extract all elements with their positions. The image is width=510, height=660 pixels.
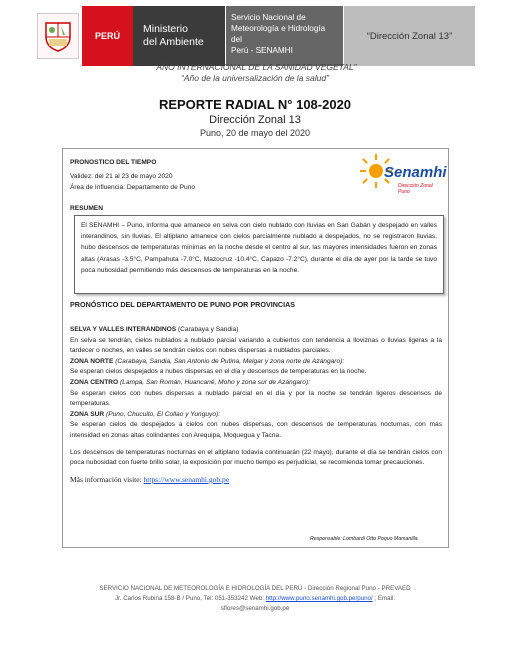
resumen-text: El SENAMHI – Puno, informa que amanece en selva con cielo nublado con lluvias en San Gabán y despejado en valles interandinos, sin lluvias. El altiplano amanece con cielos parcialmente nublado a despejados, no se registraron lluvias, hubo descensos de temperaturas mínimas en la noche desde el centro al sur, las mayores intensidades fueron en zonas altas (Arasas -3.5°C, Pampahuta -7.0°C, Mazocruz -10.4°C, Capazo -7.2°C), durante el día de ayer por la tarde se tuvo poca nubosidad permitiendo más descensos de temperaturas en la noche.	[81, 222, 437, 274]
senamhi-label	[225, 6, 343, 66]
year-motto-2: “Año de la universalización de la salud”	[181, 73, 329, 83]
mas-info-label: Más información visite:	[70, 474, 144, 484]
direccion-zonal-label: “Dirección Zonal 13”	[343, 6, 475, 66]
footer-email-label: ; Email:	[372, 595, 396, 602]
footer-address: Jr. Carlos Rubina 158-B / Puno, Tel: 051-353242 Web:	[114, 595, 266, 602]
sur-heading: ZONA SUR	[70, 410, 105, 418]
resumen-box	[74, 215, 444, 294]
norte-heading: ZONA NORTE	[70, 357, 114, 365]
logo-text: Senamhi	[384, 164, 447, 181]
header-band	[34, 6, 475, 66]
shield-icon	[37, 13, 79, 59]
peru-label: PERÚ	[82, 6, 133, 66]
senamhi-line-1: Servicio Nacional de	[231, 13, 306, 22]
centro-paragraph	[70, 378, 442, 389]
footer-web-link[interactable]: http://www.puno.senamhi.gob.pe/puno/	[265, 595, 373, 602]
footer-line-2	[60, 594, 450, 604]
report-date: Puno, 20 de mayo del 2020	[199, 128, 311, 138]
selva-places: (Carabaya y Sandia)	[177, 326, 239, 333]
selva-paragraph	[70, 325, 442, 336]
ministerio-line-1: Ministerio	[143, 23, 188, 35]
senamhi-website-link[interactable]: https://www.senamhi.gob.pe	[143, 474, 230, 484]
provincias-section	[70, 325, 442, 485]
sur-places: (Puno, Chucuito, El Collao y Yunguyo):	[106, 410, 221, 418]
centro-places: (Lampa, San Román, Huancané, Moho y zona sur de Azángaro):	[119, 378, 310, 386]
report-subtitle: Dirección Zonal 13	[209, 114, 301, 126]
area-text: Área de Influencia: Departamento de Puno	[70, 184, 195, 191]
year-motto-1: “AÑO INTERNACIONAL DE LA SANIDAD VEGETAL”	[153, 62, 357, 72]
closing-text: Los descensos de temperaturas nocturnas en el altiplano todavía continuarán (22 mayo), durante el día se tendrán cielos con poca nubosidad con fuerte brillo solar, la exposición por mucho tiempo es perjudicial, se recomienda tomar precauciones.	[70, 448, 442, 467]
senamhi-line-3: Perú - SENAMHI	[231, 46, 293, 55]
footer-email: sflores@senamhi.gob.pe	[220, 605, 290, 612]
centro-heading: ZONA CENTRO	[70, 378, 119, 386]
senamhi-logo	[360, 154, 447, 196]
ministerio-label	[133, 6, 225, 66]
provincias-heading: PRONÓSTICO DEL DEPARTAMENTO DE PUNO POR PROVINCIAS	[70, 300, 296, 309]
mas-info-line	[70, 475, 442, 486]
pronostico-heading: PRONOSTICO DEL TIEMPO	[70, 159, 157, 166]
sur-paragraph	[70, 410, 442, 421]
centro-text: Se esperan cielos con nubes dispersas a nublado parcial en el día y por la noche se tendrán ligeros descensos de temperaturas.	[70, 389, 442, 408]
logo-subtext: Dirección Zonal Puno	[398, 183, 433, 195]
validez-text: Validez: del 21 al 23 de mayo 2020	[70, 173, 173, 180]
report-title: REPORTE RADIAL N° 108-2020	[158, 97, 352, 112]
senamhi-line-2: Meteorología e Hidrología del	[231, 24, 326, 44]
resumen-heading: RESUMEN	[70, 205, 103, 212]
selva-text: En selva se tendrán, cielos nublados a nublado parcial variando a cubiertos con tendencia a lloviznas o lluvias ligeras a la tardecer o noches, en valles se tendrán cielos con nubes dispersas a nublados parciales.	[70, 336, 442, 355]
footer	[60, 584, 450, 614]
sur-text: Se esperan cielos de despejados a cielos con nubes dispersas, con descensos de temperaturas nocturnas, con más intensidad en zonas altas colindantes con Arequipa, Moquegua y Tacna.	[70, 421, 442, 439]
ministerio-line-2: del Ambiente	[143, 36, 204, 48]
norte-paragraph	[70, 357, 442, 368]
responsable-text: Responsable: Lombardi Otto Poquo Mamanilla.	[310, 536, 419, 542]
norte-text: Se esperan cielos despejados a nubes dispersas en el día y descensos de temperaturas en la noche.	[70, 368, 367, 376]
coat-of-arms	[34, 6, 82, 66]
selva-heading: SELVA Y VALLES INTERANDINOS	[70, 326, 177, 333]
footer-line-1: SERVICIO NACIONAL DE METEOROLOGÍA E HIDROLOGÍA DEL PERÚ - Dirección Regional Puno - PREVAED	[99, 585, 411, 592]
norte-places: (Carabaya, Sandia, San Antonio de Putina, Melgar y zona norte de Azángaro):	[115, 357, 345, 365]
